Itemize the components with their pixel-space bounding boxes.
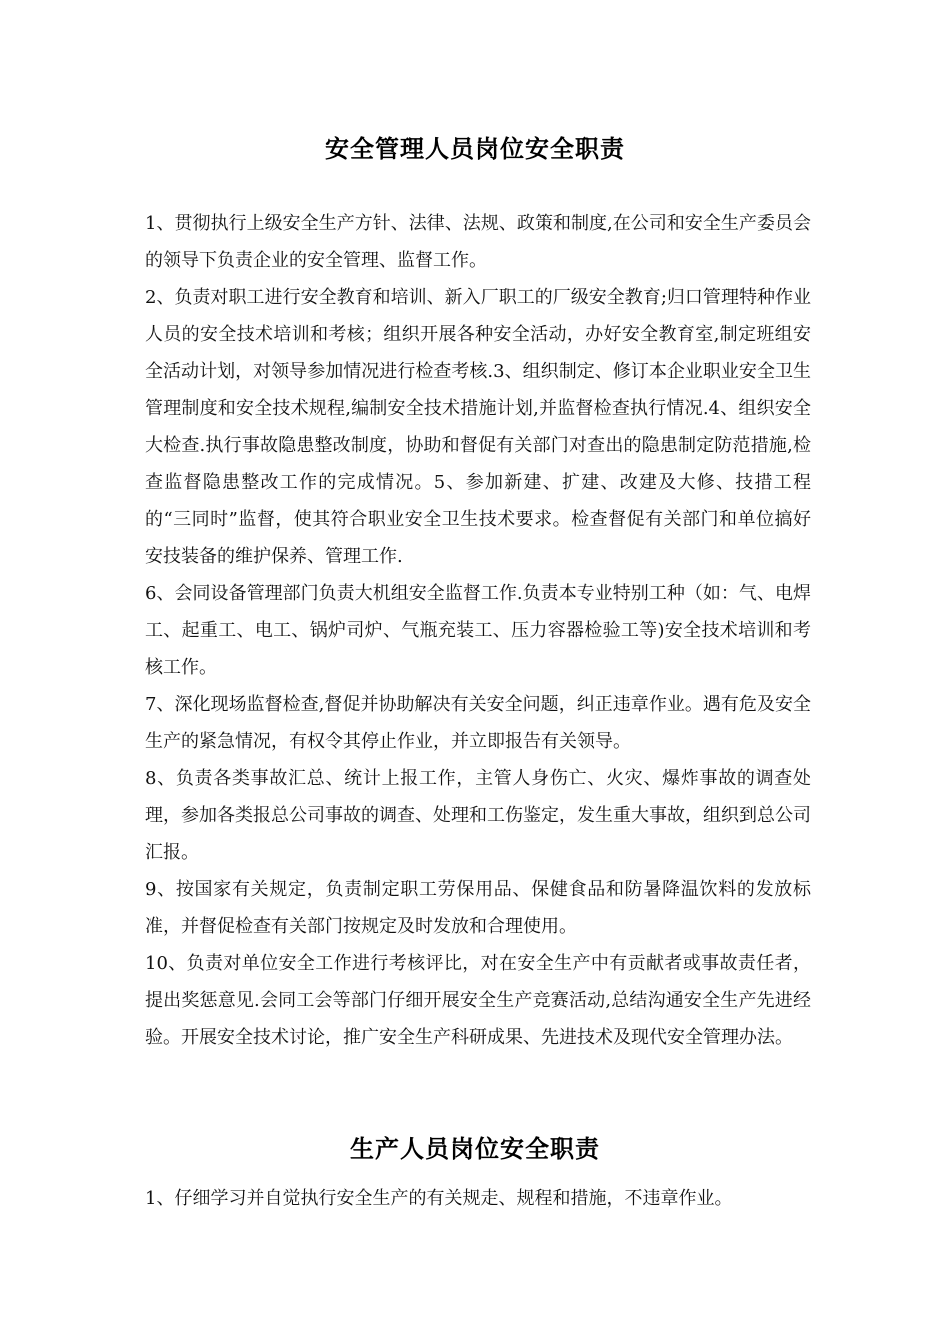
paragraph: 9、按国家有关规定，负责制定职工劳保用品、保健食品和防暑降温饮料的发放标准，并督促检查有关部门按规定及时发放和合理使用。: [145, 879, 811, 937]
section-title: 安全管理人员岗位安全职责: [325, 135, 625, 163]
paragraph: 8、负责各类事故汇总、统计上报工作，主管人身伤亡、火灾、爆炸事故的调查处理，参加各类报总公司事故的调查、处理和工伤鉴定，发生重大事故，组织到总公司汇报。: [145, 768, 811, 863]
paragraph: 1、贯彻执行上级安全生产方针、法律、法规、政策和制度,在公司和安全生产委员会的领导下负责企业的安全管理、监督工作。: [145, 213, 811, 271]
paragraph: 1、仔细学习并自觉执行安全生产的有关规走、规程和措施，不违章作业。: [145, 1188, 733, 1209]
paragraph: 6、会同设备管理部门负责大机组安全监督工作.负责本专业特别工种（如：气、电焊工、起重工、电工、锅炉司炉、气瓶充装工、压力容器检验工等)安全技术培训和考核工作。: [145, 583, 811, 678]
paragraph: 10、负责对单位安全工作进行考核评比，对在安全生产中有贡献者或事故责任者，提出奖惩意见.会同工会等部门仔细开展安全生产竞赛活动,总结沟通安全生产先进经验。开展安全技术讨论，推广安全生产科研成果、先进技术及现代安全管理办法。: [145, 953, 811, 1048]
section-body: [145, 205, 811, 1056]
paragraph: 7、深化现场监督检查,督促并协助解决有关安全问题，纠正违章作业。遇有危及安全生产的紧急情况，有权令其停止作业，并立即报告有关领导。: [145, 694, 811, 752]
paragraph: 2、负责对职工进行安全教育和培训、新入厂职工的厂级安全教育;归口管理特种作业人员的安全技术培训和考核；组织开展各种安全活动，办好安全教育室,制定班组安全活动计划，对领导参加情况进行检查考核.3、组织制定、修订本企业职业安全卫生管理制度和安全技术规程,编制安全技术措施计划,并监督检查执行情况.4、组织安全大检查.执行事故隐患整改制度，协助和督促有关部门对查出的隐患制定防范措施,检查监督隐患整改工作的完成情况。5、参加新建、扩建、改建及大修、技措工程的“三同时”监督，使其符合职业安全卫生技术要求。检查督促有关部门和单位搞好安技装备的维护保养、管理工作.: [145, 287, 811, 567]
section-title: 生产人员岗位安全职责: [350, 1135, 600, 1163]
section-body: [145, 1180, 811, 1217]
